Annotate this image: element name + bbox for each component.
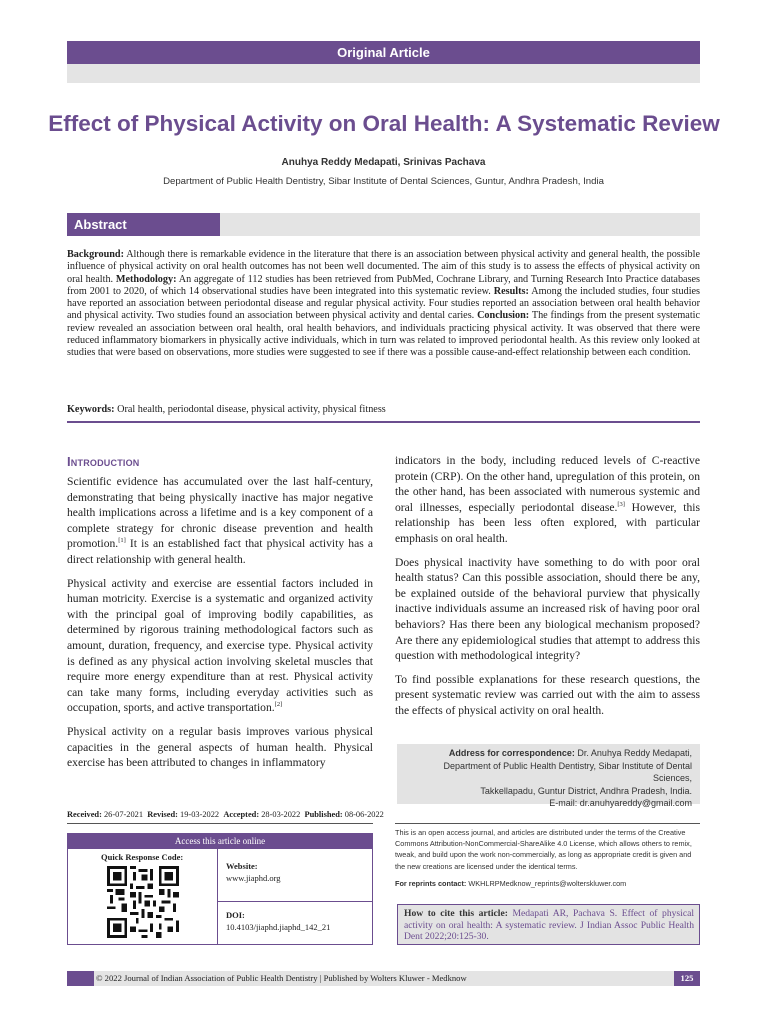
conclusion-text: The findings from the present systematic review revealed an association between oral health, oral health behaviors, and individuals practicing physical activity. It was observed that there were reduced inflammatory biomarkers in physically active individuals, which in turn was related to improved periodontal health. As this review only looked at studies that were based on observations, more studies were suggested to see if there was a possible cause-and-effect relationship between each condition. bbox=[67, 310, 700, 359]
article-title: Effect of Physical Activity on Oral Health: A Systematic Review bbox=[48, 111, 720, 136]
article-type-banner bbox=[67, 41, 700, 64]
results-label: Results: bbox=[493, 285, 529, 297]
keywords-label: Keywords: bbox=[67, 404, 115, 415]
correspondence-name: Dr. Anuhya Reddy Medapati, bbox=[574, 748, 692, 758]
right-column bbox=[395, 453, 700, 719]
cite-label: How to cite this article: bbox=[404, 908, 508, 919]
revised-label: Revised: bbox=[147, 810, 178, 819]
website-label: Website: bbox=[226, 861, 258, 871]
correspondence-box bbox=[397, 744, 700, 808]
methodology-text: An aggregate of 112 studies has been retrieved from PubMed, Cochrane Library, and Turning Research Into Practice databases from 2001 to 2020, of which 14 observational studies have been integrated into this systematic review. bbox=[67, 273, 701, 297]
abstract-heading-label: Abstract bbox=[74, 217, 127, 232]
page-number-box bbox=[674, 971, 700, 986]
intro-paragraph-6: To find possible explanations for these research questions, the present systematic review was carried out with the aim to assess the effects of physical activity on oral health. bbox=[395, 672, 700, 717]
article-type-label: Original Article bbox=[337, 45, 430, 60]
conclusion-label: Conclusion: bbox=[477, 310, 530, 322]
access-box bbox=[67, 833, 373, 945]
doi-label: DOI: bbox=[226, 910, 245, 920]
ref-2: [2] bbox=[274, 701, 283, 709]
keywords bbox=[67, 404, 700, 416]
left-column bbox=[67, 454, 373, 771]
published-label: Published: bbox=[304, 810, 343, 819]
introduction-heading: Introduction bbox=[67, 454, 140, 469]
abstract-heading bbox=[67, 213, 220, 236]
intro-p4-text-end: However, this relationship has been less often explored, with particular emphasis on oral health. bbox=[395, 500, 700, 545]
intro-paragraph-2 bbox=[67, 576, 373, 716]
doi-link[interactable]: 10.4103/jiaphd.jiaphd_142_21 bbox=[226, 922, 331, 932]
website-cell bbox=[218, 849, 372, 902]
website-link[interactable]: www.jiaphd.org bbox=[226, 873, 281, 883]
banner-underbar bbox=[67, 64, 700, 83]
methodology-label: Methodology: bbox=[115, 273, 177, 285]
intro-paragraph-4 bbox=[395, 453, 700, 547]
dates-line bbox=[67, 810, 384, 819]
reprints-email: WKHLRPMedknow_reprints@wolterskluwer.com bbox=[466, 879, 627, 888]
background-text: Although there is remarkable evidence in the literature that there is an association between physical activity and general health, the possible influence of physical activity on oral health outcomes has not been well documented. The aim of this study is to assess the effects of physical activity on oral health. bbox=[67, 249, 700, 285]
intro-paragraph-5: Does physical inactivity have something to do with poor oral health status? Can this possible association, should there be any, be explained outside of the behavioral purview that physically inactive individuals assume an increased risk of having poor oral behaviors? Has there been any biological mechanism proposed? Are there any epidemiological studies that attempt to address this question with methodological integrity? bbox=[395, 555, 700, 663]
authors: Anuhya Reddy Medapati, Srinivas Pachava bbox=[281, 157, 486, 168]
dates-divider bbox=[67, 823, 373, 824]
abstract-body bbox=[67, 249, 700, 360]
published-date: 08-06-2022 bbox=[344, 810, 384, 819]
ref-1: [1] bbox=[118, 537, 126, 545]
intro-p4-text: indicators in the body, including reduced levels of C-reactive protein (CRP). On the other hand, upregulation of this protein, on the other hand, has been associated with numerous systemic and oral illnesses, especially periodontal disease. bbox=[395, 454, 700, 514]
results-text: Among the included studies, four studies have reported an association between periodontal disease and regular physical activity. Four studies reported an association between oral health behavior and physical activity. Two studies found an association between physical activity and dental caries. bbox=[67, 285, 701, 322]
correspondence-email: E-mail: dr.anuhyareddy@gmail.com bbox=[549, 798, 692, 808]
qr-cell bbox=[68, 849, 218, 944]
qr-label: Quick Response Code: bbox=[101, 852, 184, 862]
cite-box bbox=[397, 904, 700, 945]
license-divider bbox=[395, 823, 700, 824]
ref-3: [3] bbox=[617, 500, 625, 508]
abstract-heading-bar bbox=[220, 213, 700, 236]
received-label: Received: bbox=[67, 810, 102, 819]
intro-paragraph-3: Physical activity on a regular basis improves various physical capacities in the general aspects of human health. Physical exercise has been attributed to changes in inflammatory bbox=[67, 724, 373, 770]
footer-left-block bbox=[67, 971, 94, 986]
footer-text: © 2022 Journal of Indian Association of Public Health Dentistry | Published by Wolters Kluwer - Medknow bbox=[96, 973, 467, 983]
correspondence-label: Address for correspondence: bbox=[448, 748, 575, 758]
qr-code-icon bbox=[107, 866, 179, 938]
license-text: This is an open access journal, and articles are distributed under the terms of the Creative Commons Attribution-NonCommercial-ShareAlike 4.0 License, which allows others to remix, tweak, and build upon the work non-commercially, as long as appropriate credit is given and the new creations are licensed under the identical terms. bbox=[395, 828, 692, 871]
intro-p1-text: Scientific evidence has accumulated over the last half-century, demonstrating that being physically inactive has major negative health implications across a lifetime and is a key component of a complete strategy for chronic disease prevention and health promotion. bbox=[67, 475, 373, 551]
access-box-header: Access this article online bbox=[68, 834, 372, 849]
revised-date: 19-03-2022 bbox=[180, 810, 220, 819]
accepted-label: Accepted: bbox=[223, 810, 260, 819]
doi-cell bbox=[218, 902, 372, 944]
reprints-label: For reprints contact: bbox=[395, 879, 467, 888]
correspondence-line-2: Department of Public Health Dentistry, Sibar Institute of Dental Sciences, bbox=[443, 760, 692, 783]
keywords-text: Oral health, periodontal disease, physical activity, physical fitness bbox=[117, 404, 386, 415]
intro-paragraph-1 bbox=[67, 474, 373, 568]
reprints-line bbox=[395, 879, 700, 888]
accepted-date: 28-03-2022 bbox=[261, 810, 301, 819]
received-date: 26-07-2021 bbox=[103, 810, 144, 819]
cite-text: Medapati AR, Pachava S. Effect of physical activity on oral health: A systematic review. J Indian Assoc Public Health Dent 2022;20:125-30. bbox=[404, 908, 694, 942]
page-number: 125 bbox=[680, 973, 694, 983]
background-label: Background: bbox=[67, 249, 124, 260]
intro-p2-text: Physical activity and exercise are essential factors included in human motricity. Exercise is a systematic and organized activity with the principal goal of improving bodily capabilities, as determined by rigorous training methodological factors such as amount, duration, frequency, and exercise type. Physical activity is defined as any physical action involving skeletal muscles that require more energy expenditure than at rest. Physical activity can take many forms, including everyday activities such as occupation, sports, and active transportation. bbox=[67, 576, 373, 715]
correspondence-line-3: Takkellapadu, Guntur District, Andhra Pradesh, India. bbox=[480, 785, 692, 796]
affiliation: Department of Public Health Dentistry, Sibar Institute of Dental Sciences, Guntur, Andhra Pradesh, India bbox=[163, 176, 604, 187]
abstract-divider bbox=[67, 421, 700, 423]
intro-p1-text-end: It is an established fact that physical activity has a direct relationship with general health. bbox=[67, 537, 373, 566]
